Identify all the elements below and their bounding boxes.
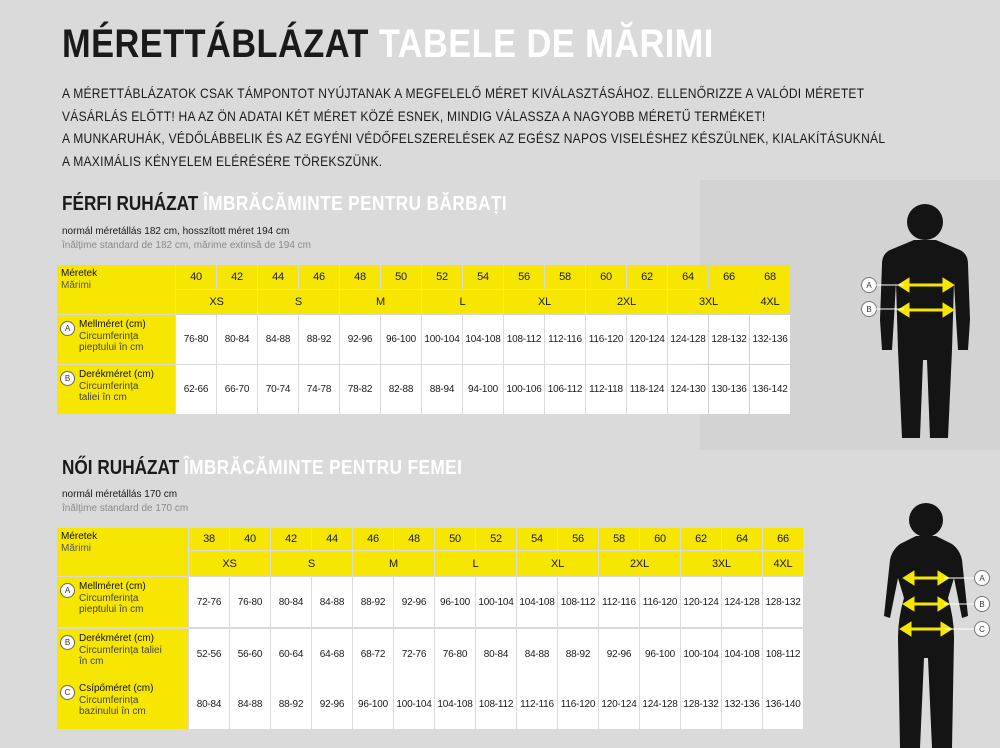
size-number-cell: 54	[517, 528, 557, 550]
size-number-cell: 48	[340, 265, 380, 289]
women-note-hu: normál méretállás 170 cm	[62, 489, 178, 500]
measurement-cell: 136-140	[763, 679, 803, 729]
size-number-cell: 46	[353, 528, 393, 550]
men-note-hu: normál méretállás 182 cm, hosszított méret 194 cm	[62, 226, 290, 237]
measurement-cell: 88-94	[422, 365, 462, 414]
size-number-cell: 50	[381, 265, 421, 289]
measurement-cell: 124-128	[640, 679, 680, 729]
measurement-cell: 132-136	[750, 315, 790, 364]
row-label-ro: Circumferința taliei	[79, 644, 162, 656]
measurement-cell: 92-96	[340, 315, 380, 364]
measurement-cell: 100-104	[476, 577, 516, 627]
size-letter-cell: S	[271, 551, 352, 576]
measurement-cell: 84-88	[312, 577, 352, 627]
women-note	[62, 488, 188, 516]
measurement-cell: 128-132	[763, 577, 803, 627]
size-letter-cell: XL	[504, 290, 585, 314]
size-number-cell: 60	[640, 528, 680, 550]
row-label-ro: Circumferința	[79, 694, 139, 706]
measurement-cell: 124-128	[668, 315, 708, 364]
measurement-cell: 80-84	[476, 629, 516, 679]
male-silhouette-icon	[878, 200, 978, 440]
size-number-cell: 64	[668, 265, 708, 289]
measurement-cell: 96-100	[381, 315, 421, 364]
measurement-cell: 100-104	[394, 679, 434, 729]
size-letter-cell: 4XL	[763, 551, 803, 576]
row-label-ro: pieptului în cm	[79, 604, 144, 615]
measurement-cell: 116-120	[558, 679, 598, 729]
size-number-cell: 48	[394, 528, 434, 550]
size-number-cell: 54	[463, 265, 503, 289]
measurement-cell: 132-136	[722, 679, 762, 729]
measurement-cell: 70-74	[258, 365, 298, 414]
row-label-ro: taliei în cm	[79, 392, 127, 403]
measurement-cell: 108-112	[476, 679, 516, 729]
measurement-cell: 96-100	[435, 577, 475, 627]
figure-badge-a: A	[861, 277, 877, 293]
size-number-cell: 62	[681, 528, 721, 550]
size-number-cell: 38	[189, 528, 229, 550]
row-badge: A	[60, 583, 75, 598]
size-letter-cell: 2XL	[586, 290, 667, 314]
size-number-cell: 42	[217, 265, 257, 289]
row-label-hu: Csípőméret (cm)	[79, 683, 154, 694]
measurement-cell: 100-104	[422, 315, 462, 364]
measurement-cell: 124-130	[668, 365, 708, 414]
measurement-cell: 62-66	[176, 365, 216, 414]
measurement-cell: 84-88	[258, 315, 298, 364]
measurement-cell: 76-80	[230, 577, 270, 627]
header-label-ro: Mărimi	[61, 280, 91, 291]
size-number-cell: 56	[504, 265, 544, 289]
size-letter-cell: XL	[517, 551, 598, 576]
male-leader-lines	[876, 280, 906, 320]
measurement-cell: 120-124	[627, 315, 667, 364]
size-number-cell: 46	[299, 265, 339, 289]
size-number-cell: 56	[558, 528, 598, 550]
measurement-cell: 76-80	[435, 629, 475, 679]
measurement-cell: 88-92	[299, 315, 339, 364]
measurement-cell: 64-68	[312, 629, 352, 679]
measurement-cell: 106-112	[545, 365, 585, 414]
women-heading: NŐI RUHÁZAT ÎMBRĂCĂMINTE PENTRU FEMEI	[62, 457, 463, 479]
size-letter-cell: M	[353, 551, 434, 576]
size-number-cell: 60	[586, 265, 626, 289]
men-note-ro: înălțime standard de 182 cm, mărime extinsă de 194 cm	[62, 240, 312, 251]
row-label-ro: bazinului în cm	[79, 706, 146, 717]
size-number-cell: 58	[545, 265, 585, 289]
size-number-cell: 40	[176, 265, 216, 289]
size-number-cell: 66	[763, 528, 803, 550]
measurement-cell: 72-76	[189, 577, 229, 627]
row-label	[79, 683, 186, 718]
size-number-cell: 44	[258, 265, 298, 289]
measurement-cell: 104-108	[517, 577, 557, 627]
measurement-cell: 82-88	[381, 365, 421, 414]
size-number-cell: 52	[476, 528, 516, 550]
measurement-cell: 56-60	[230, 629, 270, 679]
header-label-hu: Méretek	[61, 531, 98, 542]
size-letter-cell: 4XL	[750, 290, 790, 314]
size-number-cell: 50	[435, 528, 475, 550]
measurement-cell: 66-70	[217, 365, 257, 414]
size-letter-cell: 3XL	[668, 290, 749, 314]
row-label-ro: pieptului în cm	[79, 342, 144, 353]
header-label-ro: Mărimi	[61, 543, 91, 554]
size-number-cell: 62	[627, 265, 667, 289]
men-note	[62, 225, 311, 253]
row-label	[79, 633, 186, 668]
measurement-cell: 100-106	[504, 365, 544, 414]
measurement-cell: 72-76	[394, 629, 434, 679]
measurement-cell: 80-84	[271, 577, 311, 627]
measurement-cell: 108-112	[504, 315, 544, 364]
size-letter-cell: 3XL	[681, 551, 762, 576]
measurement-cell: 88-92	[271, 679, 311, 729]
row-label-hu: Mellméret (cm)	[79, 319, 146, 330]
size-number-cell: 40	[230, 528, 270, 550]
female-leader-lines	[944, 570, 976, 640]
measurement-cell: 80-84	[189, 679, 229, 729]
figure-badge-b: B	[974, 596, 990, 612]
row-label-ro: Circumferința	[79, 380, 139, 392]
row-label-hu: Derékméret (cm)	[79, 369, 155, 380]
size-number-cell: 66	[709, 265, 749, 289]
measurement-cell: 104-108	[722, 629, 762, 679]
measurement-cell: 120-124	[681, 577, 721, 627]
measurement-cell: 128-132	[709, 315, 749, 364]
men-heading: FÉRFI RUHÁZAT ÎMBRĂCĂMINTE PENTRU BĂRBAȚI	[62, 193, 508, 215]
measurement-cell: 120-124	[599, 679, 639, 729]
header-label-hu: Méretek	[61, 268, 98, 279]
measurement-cell: 128-132	[681, 679, 721, 729]
measurement-cell: 116-120	[586, 315, 626, 364]
measurement-cell: 78-82	[340, 365, 380, 414]
row-badge: C	[60, 685, 75, 700]
women-note-ro: înălțime standard de 170 cm	[62, 503, 189, 514]
intro-line: A MÉRETTÁBLÁZATOK CSAK TÁMPONTOT NYÚJTANAK A MEGFELELŐ MÉRET KIVÁLASZTÁSÁHOZ. ELLENŐRIZZE A VALÓDI MÉRETET	[62, 85, 865, 101]
intro-line: A MAXIMÁLIS KÉNYELEM ELÉRÉSÉRE TÖREKSZÜNK.	[62, 152, 383, 169]
measurement-cell: 84-88	[517, 629, 557, 679]
measurement-cell: 92-96	[599, 629, 639, 679]
size-letter-cell: L	[422, 290, 503, 314]
intro-line: A MUNKARUHÁK, VÉDŐLÁBBELIK ÉS AZ EGYÉNI VÉDŐFELSZERELÉSEK AZ EGÉSZ NAPOS VISELÉSHEZ KÉSZÜLNEK, KIALAKÍTÁSUKNÁL	[62, 130, 886, 146]
measurement-cell: 60-64	[271, 629, 311, 679]
measurement-cell: 108-112	[558, 577, 598, 627]
row-label-hu: Mellméret (cm)	[79, 581, 146, 592]
measurement-cell: 96-100	[353, 679, 393, 729]
size-number-cell: 52	[422, 265, 462, 289]
size-letter-cell: XS	[189, 551, 270, 576]
measurement-cell: 74-78	[299, 365, 339, 414]
row-label	[79, 319, 173, 354]
row-badge: B	[60, 635, 75, 650]
figure-badge-a: A	[974, 570, 990, 586]
measurement-cell: 92-96	[394, 577, 434, 627]
measurement-cell: 68-72	[353, 629, 393, 679]
figure-badge-c: C	[974, 621, 990, 637]
measurement-cell: 88-92	[353, 577, 393, 627]
measurement-cell: 108-112	[763, 629, 803, 679]
row-label-ro: Circumferința	[79, 592, 139, 604]
measurement-cell: 76-80	[176, 315, 216, 364]
measurement-cell: 52-56	[189, 629, 229, 679]
row-label	[79, 369, 173, 404]
size-number-cell: 42	[271, 528, 311, 550]
size-letter-cell: 2XL	[599, 551, 680, 576]
size-number-cell: 64	[722, 528, 762, 550]
size-letter-cell: M	[340, 290, 421, 314]
size-letter-cell: S	[258, 290, 339, 314]
row-badge: B	[60, 371, 75, 386]
intro-line: VÁSÁRLÁS ELŐTT! HA AZ ÖN ADATAI KÉT MÉRET KÖZÉ ESNEK, MINDIG VÁLASSZA A NAGYOBB MÉRETŰ TERMÉKET!	[62, 107, 766, 124]
header-label	[61, 268, 97, 292]
measurement-cell: 104-108	[463, 315, 503, 364]
header-label	[61, 531, 97, 555]
page-title: MÉRETTÁBLÁZAT TABELE DE MĂRIMI	[62, 22, 714, 66]
measurement-cell: 100-104	[681, 629, 721, 679]
measurement-cell: 112-116	[599, 577, 639, 627]
measurement-cell: 80-84	[217, 315, 257, 364]
measurement-cell: 94-100	[463, 365, 503, 414]
measurement-cell: 84-88	[230, 679, 270, 729]
measurement-cell: 112-116	[517, 679, 557, 729]
measurement-cell: 130-136	[709, 365, 749, 414]
measurement-cell: 104-108	[435, 679, 475, 729]
row-label-ro: în cm	[79, 656, 104, 667]
intro-text	[62, 82, 885, 172]
size-letter-cell: XS	[176, 290, 257, 314]
measurement-cell: 116-120	[640, 577, 680, 627]
measurement-cell: 92-96	[312, 679, 352, 729]
size-letter-cell: L	[435, 551, 516, 576]
measurement-cell: 112-118	[586, 365, 626, 414]
measurement-cell: 112-116	[545, 315, 585, 364]
size-number-cell: 44	[312, 528, 352, 550]
row-label-hu: Derékméret (cm)	[79, 633, 155, 644]
size-number-cell: 58	[599, 528, 639, 550]
row-label-ro: Circumferința	[79, 330, 139, 342]
row-badge: A	[60, 321, 75, 336]
figure-badge-b: B	[861, 301, 877, 317]
row-label	[79, 581, 186, 616]
measurement-cell: 88-92	[558, 629, 598, 679]
measurement-cell: 124-128	[722, 577, 762, 627]
measurement-cell: 118-124	[627, 365, 667, 414]
size-number-cell: 68	[750, 265, 790, 289]
measurement-cell: 136-142	[750, 365, 790, 414]
measurement-cell: 96-100	[640, 629, 680, 679]
